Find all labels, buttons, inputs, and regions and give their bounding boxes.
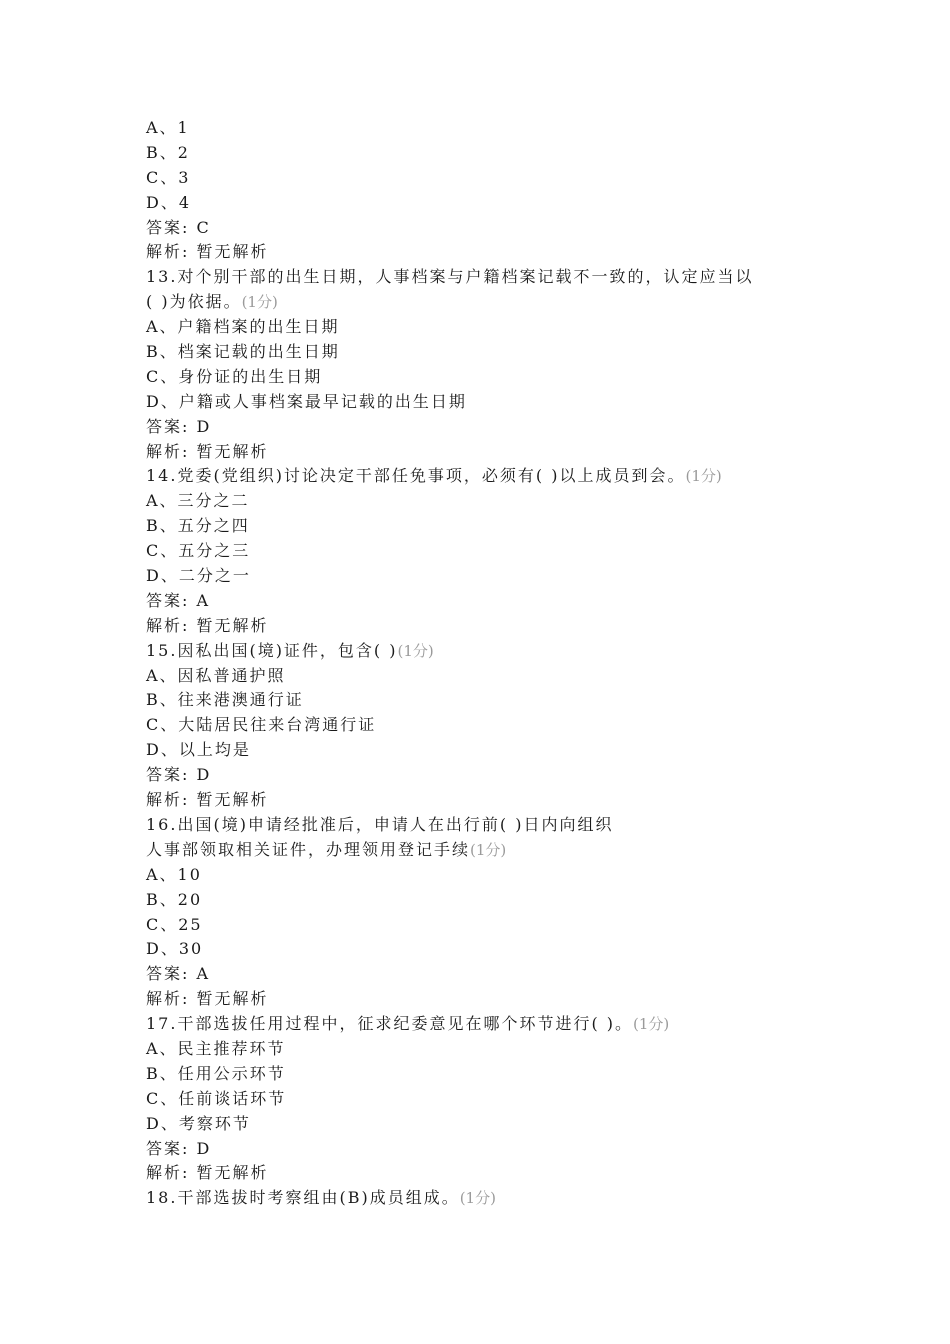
score-label: (1分) (241, 293, 278, 312)
question-list (146, 116, 826, 1211)
text-line (146, 987, 826, 1012)
line-text: 解析: 暂无解析 (146, 790, 269, 810)
line-text: 解析: 暂无解析 (146, 242, 269, 262)
text-line (146, 962, 826, 987)
line-text: 答案: D (146, 1138, 212, 1158)
text-line (146, 539, 826, 564)
text-line (146, 1062, 826, 1087)
text-line (146, 639, 826, 664)
line-text: B、20 (146, 889, 203, 909)
line-text: D、以上均是 (146, 740, 251, 760)
line-text: 16.出国(境)申请经批准后，申请人在出行前( )日内向组织 (146, 814, 614, 834)
score-label: (1分) (685, 467, 722, 486)
line-text: 解析: 暂无解析 (146, 615, 269, 635)
text-line (146, 489, 826, 514)
text-line (146, 390, 826, 415)
score-label: (1分) (633, 1015, 670, 1034)
text-line (146, 290, 826, 315)
line-text: 答案: C (146, 217, 211, 237)
line-text: D、户籍或人事档案最早记载的出生日期 (146, 391, 467, 411)
line-text: D、二分之一 (146, 566, 251, 586)
line-text: ( )为依据。 (146, 292, 242, 312)
text-line (146, 116, 826, 141)
text-line (146, 1087, 826, 1112)
line-text: A、民主推荐环节 (146, 1038, 286, 1058)
line-text: 人事部领取相关证件，办理领用登记手续 (146, 839, 471, 859)
line-text: 18.干部选拔时考察组由(B)成员组成。 (146, 1188, 460, 1208)
text-line (146, 937, 826, 962)
line-text: 14.党委(党组织)讨论决定干部任免事项，必须有( )以上成员到会。 (146, 466, 686, 486)
text-line (146, 1137, 826, 1162)
text-line (146, 191, 826, 216)
line-text: A、三分之二 (146, 491, 250, 511)
text-line (146, 664, 826, 689)
line-text: D、30 (146, 939, 204, 959)
text-line (146, 1112, 826, 1137)
line-text: 答案: A (146, 964, 211, 984)
line-text: B、往来港澳通行证 (146, 690, 304, 710)
text-line (146, 166, 826, 191)
line-text: C、25 (146, 914, 203, 934)
text-line (146, 141, 826, 166)
text-line (146, 365, 826, 390)
text-line (146, 688, 826, 713)
line-text: A、户籍档案的出生日期 (146, 317, 340, 337)
line-text: C、身份证的出生日期 (146, 366, 323, 386)
line-text: 17.干部选拔任用过程中，征求纪委意见在哪个环节进行( )。 (146, 1014, 634, 1034)
text-line (146, 713, 826, 738)
text-line (146, 265, 826, 290)
text-line (146, 240, 826, 265)
line-text: D、4 (146, 192, 192, 212)
text-line (146, 464, 826, 489)
line-text: B、2 (146, 142, 190, 162)
line-text: C、五分之三 (146, 541, 251, 561)
line-text: B、任用公示环节 (146, 1063, 286, 1083)
text-line (146, 763, 826, 788)
text-line (146, 216, 826, 241)
text-line (146, 913, 826, 938)
line-text: 解析: 暂无解析 (146, 1163, 269, 1183)
score-label: (1分) (397, 641, 434, 660)
line-text: 答案: A (146, 590, 211, 610)
text-line (146, 440, 826, 465)
text-line (146, 1161, 826, 1186)
line-text: B、五分之四 (146, 516, 250, 536)
line-text: 答案: D (146, 416, 212, 436)
text-line (146, 614, 826, 639)
line-text: A、因私普通护照 (146, 665, 286, 685)
line-text: A、10 (146, 864, 202, 884)
text-line (146, 1186, 826, 1211)
line-text: C、大陆居民往来台湾通行证 (146, 715, 377, 735)
score-label: (1分) (470, 840, 507, 859)
text-line (146, 813, 826, 838)
line-text: B、档案记载的出生日期 (146, 342, 340, 362)
text-line (146, 415, 826, 440)
text-line (146, 838, 826, 863)
text-line (146, 315, 826, 340)
text-line (146, 888, 826, 913)
line-text: A、1 (146, 118, 190, 137)
text-line (146, 564, 826, 589)
line-text: 答案: D (146, 765, 212, 785)
line-text: 解析: 暂无解析 (146, 989, 269, 1009)
line-text: 解析: 暂无解析 (146, 441, 269, 461)
text-line (146, 340, 826, 365)
text-line (146, 863, 826, 888)
line-text: C、任前谈话环节 (146, 1088, 287, 1108)
text-line (146, 738, 826, 763)
text-line (146, 589, 826, 614)
text-line (146, 514, 826, 539)
line-text: D、考察环节 (146, 1113, 251, 1133)
line-text: C、3 (146, 167, 191, 187)
text-line (146, 788, 826, 813)
text-line (146, 1012, 826, 1037)
text-line (146, 1037, 826, 1062)
line-text: 15.因私出国(境)证件，包含( ) (146, 640, 398, 660)
score-label: (1分) (459, 1189, 496, 1208)
line-text: 13.对个别干部的出生日期，人事档案与户籍档案记载不一致的，认定应当以 (146, 267, 754, 287)
